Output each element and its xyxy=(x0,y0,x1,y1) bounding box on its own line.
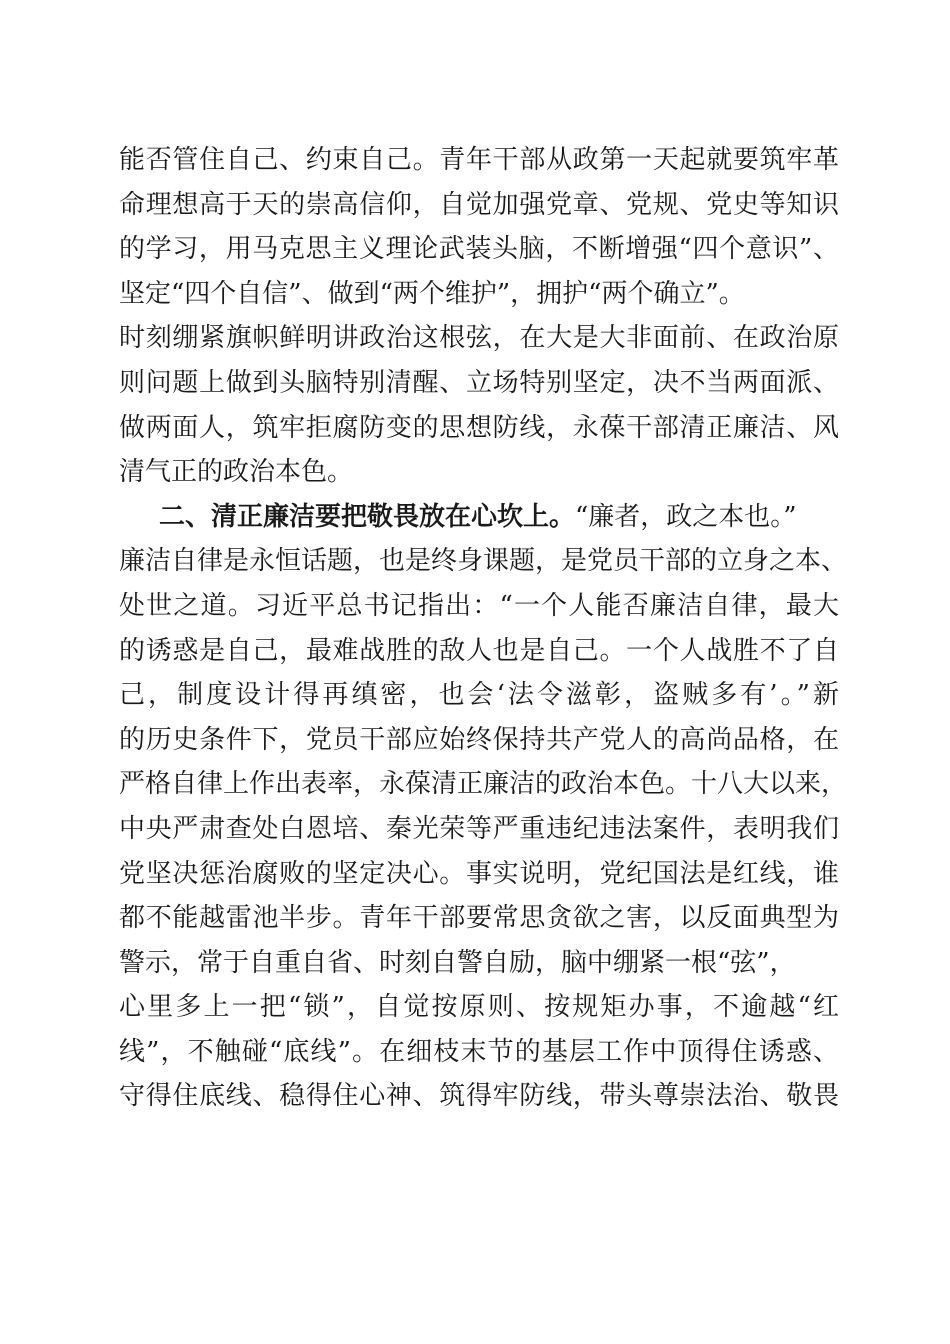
body-text xyxy=(119,138,848,1119)
text-line: 党坚决惩治腐败的坚定决心。事实说明，党纪国法是红线，谁 xyxy=(119,858,839,889)
text-line: 中央严肃查处白恩培、秦光荣等严重违纪违法案件，表明我们 xyxy=(119,813,839,844)
text-line: 则问题上做到头脑特别清醒、立场特别坚定，决不当两面派、 xyxy=(119,367,839,398)
paragraph-2 xyxy=(119,495,848,1119)
paragraph-heading-line xyxy=(119,495,839,540)
text-line: 廉洁自律是永恒话题，也是终身课题，是党员干部的立身之本、 xyxy=(119,546,848,577)
text-line: 都不能越雷池半步。青年干部要常思贪欲之害，以反面典型为 xyxy=(119,903,839,934)
text-line: 清气正的政治本色。 xyxy=(119,457,354,488)
text-line: 的历史条件下，党员干部应始终保持共产党人的高尚品格，在 xyxy=(119,724,839,755)
text-line: 心里多上一把“锁”，自觉按原则、按规矩办事，不逾越“红 xyxy=(119,992,839,1023)
text-line: 的学习，用马克思主义理论武装头脑，不断增强“四个意识”、 xyxy=(119,234,839,265)
text-line: 能否管住自己、约束自己。青年干部从政第一天起就要筑牢革 xyxy=(119,145,839,175)
text-line: 做两面人，筑牢拒腐防变的思想防线，永葆干部清正廉洁、风 xyxy=(119,412,839,443)
text-line: 命理想高于天的崇高信仰，自觉加强党章、党规、党史等知识 xyxy=(119,189,839,220)
text-line: 的诱惑是自己，最难战胜的敌人也是自己。一个人战胜不了自 xyxy=(119,635,839,666)
text-line: 守得住底线、稳得住心神、筑得牢防线，带头尊崇法治、敬畏 xyxy=(119,1081,839,1112)
text-line: 己，制度设计得再缜密，也会‘法令滋彰，盗贼多有’。”新 xyxy=(119,680,839,711)
text-line: 线”，不触碰“底线”。在细枝末节的基层工作中顶得住诱惑、 xyxy=(119,1036,839,1067)
text-line: 坚定“四个自信”、做到“两个维护”，拥护“两个确立”。 xyxy=(119,278,745,309)
text-line: 处世之道。习近平总书记指出：“一个人能否廉洁自律，最大 xyxy=(119,590,839,621)
section-heading: 二、清正廉洁要把敬畏放在心坎上。 xyxy=(159,501,576,532)
quote-text: “廉者，政之本也。” xyxy=(575,501,797,532)
text-line: 警示，常于自重自省、时刻自警自励，脑中绷紧一根“弦”， xyxy=(119,947,796,978)
text-line: 严格自律上作出表率，永葆清正廉洁的政治本色。十八大以来， xyxy=(119,769,848,800)
text-line: 时刻绷紧旗帜鲜明讲政治这根弦，在大是大非面前、在政治原 xyxy=(119,323,839,354)
paragraph-1 xyxy=(119,138,839,495)
